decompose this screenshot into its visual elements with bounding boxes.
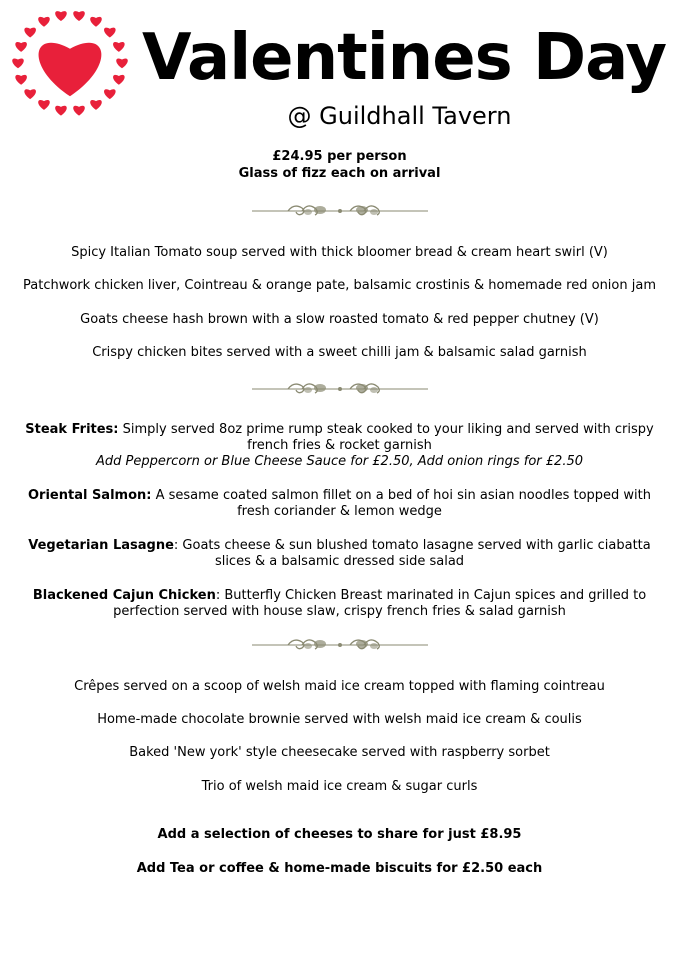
flourish-divider-icon [0,634,679,654]
main-item-lasagne [18,538,661,570]
small-heart [113,75,125,85]
arrival-text: Glass of fizz each on arrival [238,166,441,181]
dessert-item: Trio of welsh maid ice cream & sugar curls [201,779,478,794]
small-heart [116,58,128,68]
main-item-description: : Goats cheese & sun blushed tomato lasagne served with garlic ciabatta slices & a balsamic dressed side salad [173,538,651,569]
main-item-name: Vegetarian Lasagne [28,538,174,553]
main-item-extra: Add Peppercorn or Blue Cheese Sauce for £2.50, Add onion rings for £2.50 [95,454,584,469]
small-heart [113,42,125,52]
main-item-description: A sesame coated salmon fillet on a bed of hoi sin asian noodles topped with fresh coriander & lemon wedge [155,488,651,519]
main-item-description: : Butterfly Chicken Breast marinated in Cajun spices and grilled to perfection served with house slaw, crispy french fries & salad garnish [113,588,647,619]
main-item-description: Simply served 8oz prime rump steak cooked to your liking and served with crispy french fries & rocket garnish [122,422,654,453]
small-heart [73,11,85,21]
small-heart [104,28,116,38]
small-heart [12,58,24,68]
flourish-divider-icon [0,378,679,398]
small-heart [15,75,27,85]
dessert-item: Home-made chocolate brownie served with welsh maid ice cream & coulis [97,712,582,727]
dessert-item: Crêpes served on a scoop of welsh maid ice cream topped with flaming cointreau [74,679,605,694]
main-item-salmon [18,488,661,520]
dessert-item: Baked 'New york' style cheesecake served with raspberry sorbet [129,745,550,760]
small-heart [15,42,27,52]
main-item-name: Oriental Salmon: [27,488,152,503]
starter-item: Crispy chicken bites served with a sweet chilli jam & balsamic salad garnish [92,345,587,360]
starter-item: Spicy Italian Tomato soup served with thick bloomer bread & cream heart swirl (V) [71,245,608,260]
flourish-divider-icon [0,200,679,220]
tea-offer: Add Tea or coffee & home-made biscuits for £2.50 each [136,861,543,876]
price-block [0,148,679,182]
main-item-cajun-chicken [18,588,661,620]
main-item-name: Steak Frites: [25,422,119,437]
small-heart [104,89,116,99]
big-heart [39,43,102,97]
starter-item: Goats cheese hash brown with a slow roasted tomato & red pepper chutney (V) [80,312,599,327]
small-heart [38,17,50,27]
small-heart [90,17,102,27]
main-item-name: Blackened Cajun Chicken [32,588,216,603]
cheese-offer: Add a selection of cheeses to share for just £8.95 [157,827,522,842]
starter-item: Patchwork chicken liver, Cointreau & orange pate, balsamic crostinis & homemade red onion jam [23,278,656,293]
main-item-steak [18,422,661,470]
small-heart [55,11,67,21]
small-heart [24,28,36,38]
page-title: Valentines Day [142,21,667,95]
venue-name: @ Guildhall Tavern [287,102,512,130]
small-heart [24,89,36,99]
price-text: £24.95 per person [272,149,407,164]
